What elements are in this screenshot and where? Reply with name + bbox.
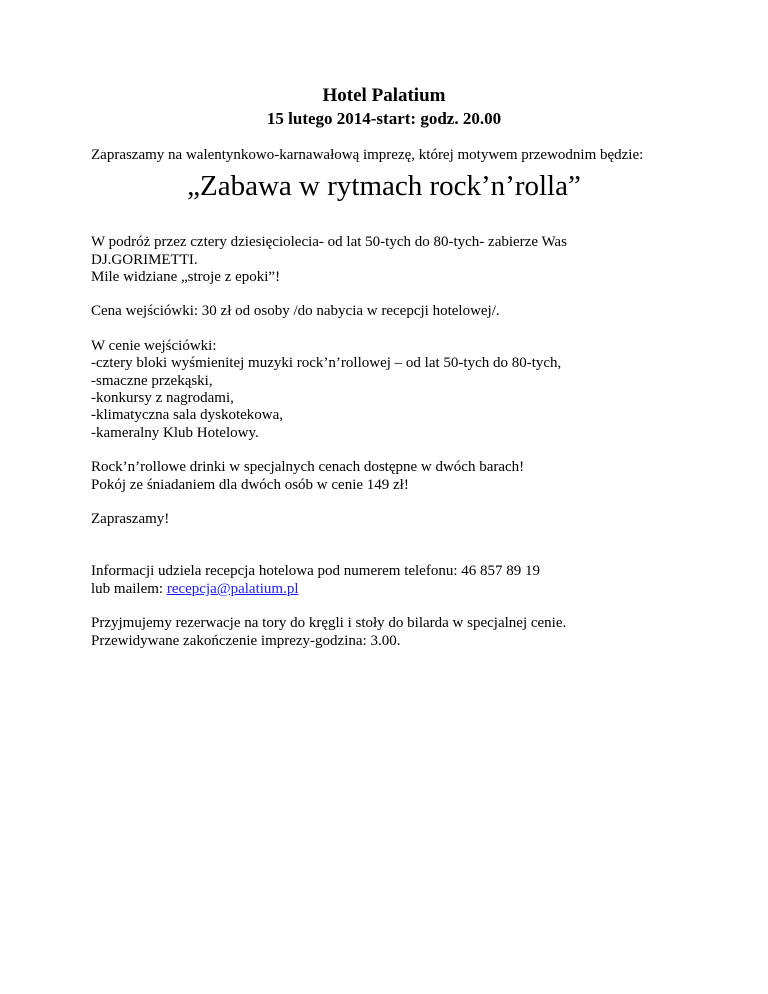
footer-line-2: Przewidywane zakończenie imprezy-godzina: 3.00. (91, 633, 401, 649)
extras-line-2: Pokój ze śniadaniem dla dwóch osób w cenie 149 zł! (91, 477, 409, 493)
document-title: Hotel Palatium (322, 85, 446, 106)
invite-text: Zapraszamy! (91, 511, 170, 527)
email-prefix: lub mailem: (91, 581, 167, 597)
email-link[interactable]: recepcja@palatium.pl (166, 581, 299, 597)
event-date: 15 lutego 2014-start: godz. 20.00 (266, 109, 502, 128)
contact-line: Informacji udziela recepcja hotelowa pod numerem telefonu: 46 857 89 19 (91, 563, 541, 579)
price-text: Cena wejściówki: 30 zł od osoby /do nabycia w recepcji hotelowej/. (91, 303, 500, 319)
extras-line-1: Rock’n’rollowe drinki w specjalnych cenach dostępne w dwóch barach! (91, 459, 525, 475)
description-line-1: W podróż przez cztery dziesięciolecia- od lat 50-tych do 80-tych- zabierze Was (91, 234, 567, 250)
description-line-2: DJ.GORIMETTI. (91, 252, 198, 268)
description-line-3: Mile widziane „stroje z epoki”! (91, 269, 281, 285)
footer-line-1: Przyjmujemy rezerwacje na tory do kręgli i stoły do bilarda w specjalnej cenie. (91, 615, 567, 631)
contact-email-line (91, 580, 299, 598)
included-heading: W cenie wejściówki: (91, 338, 217, 354)
included-item: -klimatyczna sala dyskotekowa, (91, 407, 284, 423)
included-item: -smaczne przekąski, (91, 373, 213, 389)
intro-text: Zapraszamy na walentynkowo-karnawałową imprezę, której motywem przewodnim będzie: (91, 147, 644, 163)
included-item: -konkursy z nagrodami, (91, 390, 234, 406)
included-item: -cztery bloki wyśmienitej muzyki rock’n’rollowej – od lat 50-tych do 80-tych, (91, 355, 562, 371)
included-item: -kameralny Klub Hotelowy. (91, 425, 259, 441)
event-motto: „Zabawa w rytmach rock’n’rolla” (187, 170, 581, 202)
